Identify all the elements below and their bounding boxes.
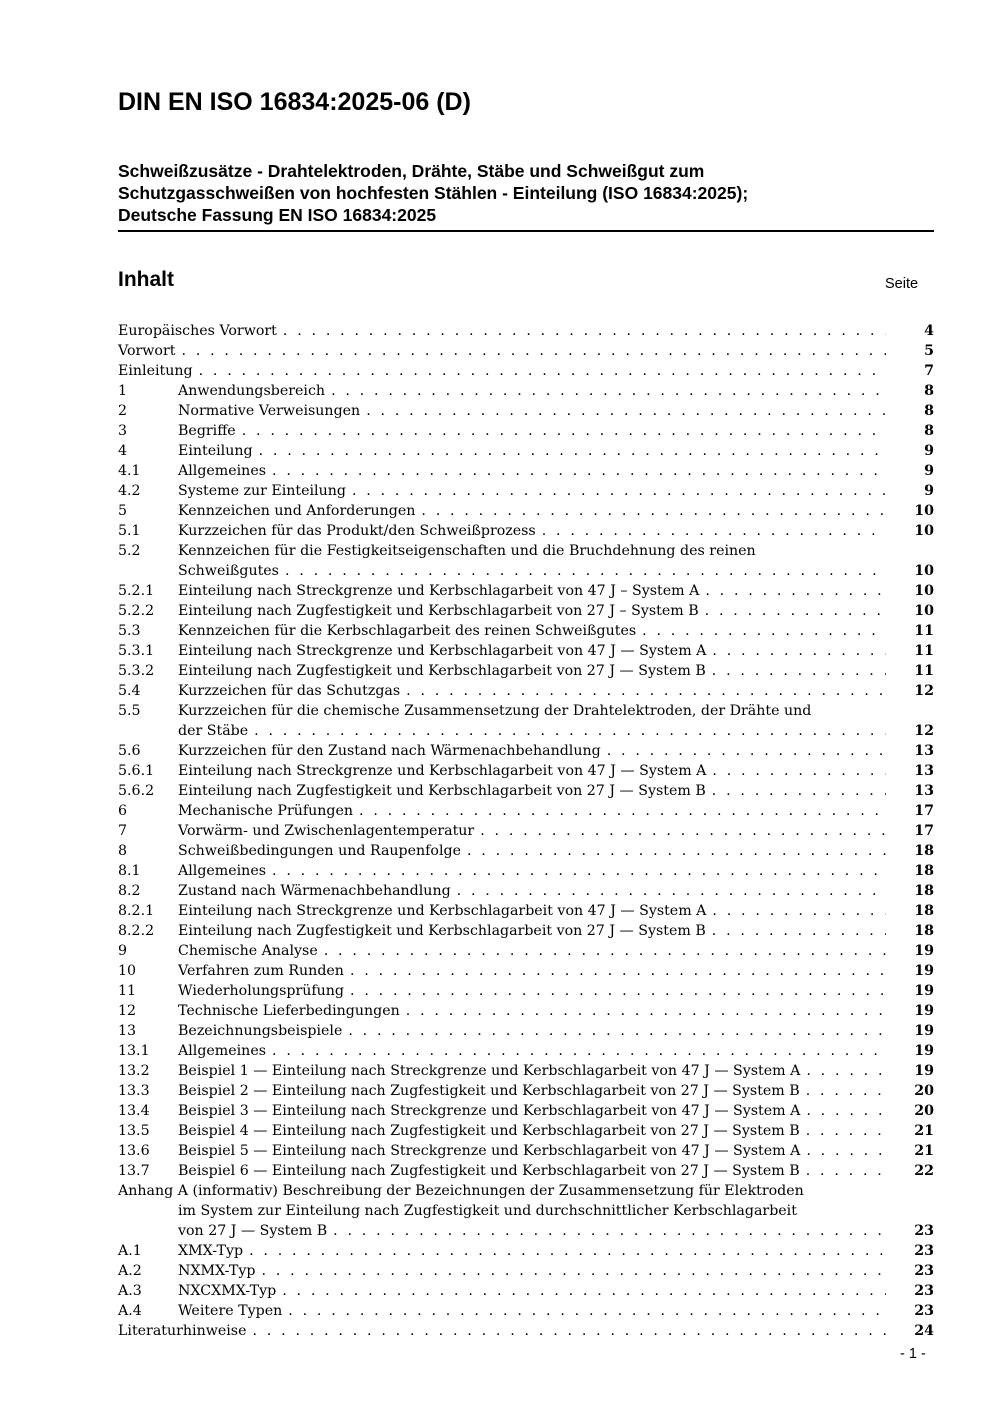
toc-entry-page: 21 (914, 1123, 934, 1139)
toc-dot-leader (255, 1261, 886, 1281)
toc-entry-number: 8.2 (118, 883, 141, 899)
toc-entry-title (178, 441, 934, 461)
toc-dot-leader (699, 601, 886, 621)
toc-entry-page: 19 (914, 943, 934, 959)
toc-entry-page: 20 (914, 1083, 934, 1099)
toc-dot-leader (344, 961, 886, 981)
toc-entry-page: 18 (914, 923, 934, 939)
toc-entry-page: 12 (914, 723, 934, 739)
toc-entry-title (178, 401, 934, 421)
document-title: DIN EN ISO 16834:2025-06 (D) (118, 88, 471, 116)
toc-entry-line: Kurzzeichen für den Zustand nach Wärmenachbehandlung (178, 743, 601, 759)
toc-entry-page: 9 (924, 483, 934, 499)
toc-entry-line: Kennzeichen und Anforderungen (178, 503, 416, 519)
toc-entry-number: 4.2 (118, 483, 141, 499)
toc-dot-leader (277, 321, 886, 341)
toc-dot-leader (415, 501, 886, 521)
toc-entry-line: Schweißbedingungen und Raupenfolge (178, 843, 461, 859)
toc-dot-leader (706, 641, 886, 661)
toc-entry[interactable] (118, 441, 934, 461)
toc-dot-leader (636, 621, 886, 641)
subtitle-line: Schutzgasschweißen von hochfesten Stählen - Einteilung (ISO 16834:2025); (118, 183, 749, 203)
toc-entry-title (178, 1281, 934, 1301)
toc-entry-title (178, 421, 934, 441)
toc-entry[interactable] (118, 541, 934, 581)
toc-entry-number: 5.6 (118, 743, 141, 759)
toc-entry[interactable] (118, 781, 934, 801)
toc-entry-line: Zustand nach Wärmenachbehandlung (178, 883, 451, 899)
toc-entry-title (178, 1121, 934, 1141)
toc-entry-line: NXMX-Typ (178, 1263, 256, 1279)
toc-entry-page: 9 (924, 463, 934, 479)
toc-dot-leader (266, 461, 886, 481)
toc-dot-leader (282, 1301, 886, 1321)
toc-entry-page: 8 (924, 383, 934, 399)
toc-dot-leader (327, 1221, 886, 1241)
toc-entry-title (178, 801, 934, 821)
toc-entry-line: Einteilung nach Streckgrenze und Kerbschlagarbeit von 47 J – System A (178, 583, 700, 599)
toc-entry-number: 13.5 (118, 1123, 150, 1139)
toc-entry[interactable] (118, 901, 934, 921)
toc-entry[interactable] (118, 461, 934, 481)
toc-entry-number: 5.2.2 (118, 603, 155, 619)
toc-dot-leader (706, 921, 886, 941)
toc-entry-title (178, 641, 934, 661)
toc-entry-page: 4 (924, 323, 934, 339)
toc-entry[interactable] (118, 981, 934, 1001)
toc-heading: Inhalt (118, 268, 174, 291)
toc-entry-title (178, 461, 934, 481)
toc-dot-leader (474, 821, 886, 841)
toc-dot-leader (800, 1161, 886, 1181)
toc-entry-line: Chemische Analyse (178, 943, 318, 959)
toc-entry-page: 10 (914, 503, 934, 519)
toc-entry-title (118, 1321, 934, 1341)
toc-entry-number: 5.3 (118, 623, 141, 639)
toc-dot-leader (342, 1021, 886, 1041)
toc-entry-page: 9 (924, 443, 934, 459)
toc-entry-number: 9 (118, 943, 128, 959)
toc-entry-number: 10 (118, 963, 137, 979)
toc-entry-title (178, 861, 934, 881)
table-of-contents (118, 321, 934, 1341)
toc-entry-number: 11 (118, 983, 137, 999)
toc-entry-line: Normative Verweisungen (178, 403, 361, 419)
toc-entry-number: 13.7 (118, 1163, 150, 1179)
toc-entry-line: Begriffe (178, 423, 236, 439)
page-number: - 1 - (900, 1346, 926, 1362)
toc-entry-line: Vorwort (118, 343, 176, 359)
toc-dot-leader (253, 441, 886, 461)
toc-entry[interactable] (118, 1121, 934, 1141)
toc-entry-page: 18 (914, 883, 934, 899)
toc-entry-title (178, 1081, 934, 1101)
toc-entry[interactable] (118, 801, 934, 821)
toc-entry-number: A.2 (118, 1263, 142, 1279)
toc-entry-title (178, 821, 934, 841)
toc-entry[interactable] (118, 481, 934, 501)
toc-dot-leader (800, 1061, 886, 1081)
toc-entry[interactable] (118, 861, 934, 881)
toc-entry-line: Allgemeines (178, 463, 266, 479)
toc-dot-leader (193, 361, 886, 381)
toc-entry[interactable] (118, 381, 934, 401)
toc-entry-line: Einteilung nach Zugfestigkeit und Kerbschlagarbeit von 27 J — System B (178, 783, 706, 799)
toc-entry-page: 10 (914, 563, 934, 579)
toc-entry-line: XMX-Typ (178, 1243, 244, 1259)
toc-entry-line: Kurzzeichen für die chemische Zusammensetzung der Drahtelektroden, der Drähte und (178, 703, 812, 719)
toc-dot-leader (400, 681, 886, 701)
toc-entry-line: Einteilung nach Zugfestigkeit und Kerbschlagarbeit von 27 J – System B (178, 603, 699, 619)
toc-dot-leader (246, 1321, 886, 1341)
toc-entry[interactable] (118, 661, 934, 681)
toc-entry-line: NXCXMX-Typ (178, 1283, 277, 1299)
toc-entry-line: Vorwärm- und Zwischenlagentemperatur (178, 823, 475, 839)
toc-dot-leader (353, 801, 886, 821)
toc-entry[interactable] (118, 1321, 934, 1341)
toc-entry-page: 19 (914, 1023, 934, 1039)
toc-entry[interactable] (118, 1181, 934, 1241)
toc-entry-page: 11 (914, 663, 934, 679)
toc-entry-title (178, 1141, 934, 1161)
toc-entry-line: Einteilung nach Streckgrenze und Kerbschlagarbeit von 47 J — System A (178, 903, 707, 919)
toc-entry-page: 19 (914, 983, 934, 999)
toc-entry-page: 23 (914, 1263, 934, 1279)
toc-entry[interactable] (118, 921, 934, 941)
toc-entry-page: 18 (914, 863, 934, 879)
toc-entry-line: Einteilung nach Zugfestigkeit und Kerbschlagarbeit von 27 J — System B (178, 663, 706, 679)
toc-entry-line: Einteilung (178, 443, 253, 459)
toc-dot-leader (706, 781, 886, 801)
toc-entry[interactable] (118, 501, 934, 521)
toc-entry-number: 8.2.1 (118, 903, 155, 919)
toc-entry[interactable] (118, 961, 934, 981)
toc-entry-line: Anhang A (informativ) Beschreibung der Bezeichnungen der Zusammensetzung für Elektroden (118, 1183, 804, 1199)
toc-entry-line: Einteilung nach Streckgrenze und Kerbschlagarbeit von 47 J — System A (178, 763, 707, 779)
toc-entry-line: Kennzeichen für die Festigkeitseigenschaften und die Bruchdehnung des reinen (178, 543, 756, 559)
toc-entry-title (178, 741, 934, 761)
toc-entry-line: Kurzzeichen für das Produkt/den Schweißprozess (178, 523, 536, 539)
toc-entry[interactable] (118, 1241, 934, 1261)
toc-entry-line: Beispiel 3 — Einteilung nach Streckgrenze und Kerbschlagarbeit von 47 J — System A (178, 1103, 801, 1119)
toc-entry-title (178, 841, 934, 861)
toc-entry-page: 18 (914, 843, 934, 859)
toc-entry-title (178, 481, 934, 501)
toc-entry-number: 13 (118, 1023, 137, 1039)
toc-entry[interactable] (118, 401, 934, 421)
toc-entry-page: 10 (914, 583, 934, 599)
toc-entry-page: 11 (914, 623, 934, 639)
toc-entry-title (178, 661, 934, 681)
toc-entry-number: A.4 (118, 1303, 142, 1319)
toc-entry-line: Wiederholungsprüfung (178, 983, 344, 999)
toc-entry-line: Technische Lieferbedingungen (178, 1003, 400, 1019)
toc-entry-title (178, 701, 934, 741)
toc-entry-number: 4 (118, 443, 128, 459)
toc-page-column-label: Seite (885, 276, 919, 292)
toc-entry-number: 5.3.2 (118, 663, 155, 679)
toc-entry[interactable] (118, 1101, 934, 1121)
toc-dot-leader (266, 861, 886, 881)
toc-entry-number: 13.3 (118, 1083, 150, 1099)
toc-entry-page: 13 (914, 763, 934, 779)
toc-entry-title (178, 501, 934, 521)
toc-dot-leader (276, 1281, 886, 1301)
toc-entry-line: Mechanische Prüfungen (178, 803, 354, 819)
toc-entry[interactable] (118, 361, 934, 381)
toc-entry-line: Kurzzeichen für das Schutzgas (178, 683, 401, 699)
toc-entry-line: von 27 J — System B (178, 1223, 328, 1239)
toc-entry-title (178, 1061, 934, 1081)
toc-entry[interactable] (118, 1061, 934, 1081)
toc-entry-title (178, 941, 934, 961)
toc-entry-page: 10 (914, 603, 934, 619)
toc-entry-title (178, 381, 934, 401)
toc-entry-line: Bezeichnungsbeispiele (178, 1023, 343, 1039)
toc-entry-line: Schweißgutes (178, 563, 279, 579)
toc-entry-page: 24 (914, 1323, 934, 1339)
toc-entry-title (178, 921, 934, 941)
toc-dot-leader (706, 761, 886, 781)
toc-dot-leader (325, 381, 886, 401)
toc-entry[interactable] (118, 321, 934, 341)
toc-entry-line: Beispiel 4 — Einteilung nach Zugfestigkeit und Kerbschlagarbeit von 27 J — System B (178, 1123, 800, 1139)
toc-entry[interactable] (118, 761, 934, 781)
toc-entry-number: 5 (118, 503, 128, 519)
toc-entry[interactable] (118, 1021, 934, 1041)
toc-dot-leader (800, 1081, 886, 1101)
toc-entry-page: 22 (914, 1163, 934, 1179)
toc-entry-title (178, 601, 934, 621)
toc-entry-title (118, 361, 934, 381)
toc-entry-page: 19 (914, 1063, 934, 1079)
toc-entry-title (178, 1101, 934, 1121)
toc-entry[interactable] (118, 1041, 934, 1061)
toc-entry-title (178, 621, 934, 641)
toc-entry-line: Einleitung (118, 363, 193, 379)
toc-dot-leader (318, 941, 886, 961)
toc-entry[interactable] (118, 521, 934, 541)
toc-entry[interactable] (118, 941, 934, 961)
toc-entry-page: 19 (914, 1003, 934, 1019)
toc-dot-leader (706, 901, 886, 921)
toc-entry[interactable] (118, 1141, 934, 1161)
toc-entry-page: 20 (914, 1103, 934, 1119)
toc-dot-leader (266, 1041, 886, 1061)
toc-entry-number: 13.4 (118, 1103, 150, 1119)
toc-entry[interactable] (118, 421, 934, 441)
toc-entry-number: 5.2.1 (118, 583, 155, 599)
toc-entry-line: Kennzeichen für die Kerbschlagarbeit des reinen Schweißgutes (178, 623, 637, 639)
toc-entry-line: Literaturhinweise (118, 1323, 247, 1339)
toc-entry-page: 17 (914, 823, 934, 839)
toc-entry-number: 8.2.2 (118, 923, 155, 939)
toc-entry[interactable] (118, 1081, 934, 1101)
toc-entry-number: 5.6.2 (118, 783, 155, 799)
toc-entry[interactable] (118, 341, 934, 361)
toc-entry-page: 23 (914, 1223, 934, 1239)
toc-dot-leader (360, 401, 886, 421)
toc-dot-leader (344, 981, 886, 1001)
toc-entry-title (118, 341, 934, 361)
toc-entry-line: Weitere Typen (178, 1303, 283, 1319)
toc-entry-title (178, 541, 934, 581)
toc-entry-page: 19 (914, 1043, 934, 1059)
toc-entry[interactable] (118, 641, 934, 661)
toc-entry-title (178, 1001, 934, 1021)
toc-entry-line: Europäisches Vorwort (118, 323, 277, 339)
toc-entry-page: 23 (914, 1283, 934, 1299)
toc-entry-number: 5.5 (118, 703, 141, 719)
toc-entry[interactable] (118, 1161, 934, 1181)
toc-entry-line: Einteilung nach Zugfestigkeit und Kerbschlagarbeit von 27 J — System B (178, 923, 706, 939)
toc-dot-leader (236, 421, 886, 441)
toc-entry-number: A.1 (118, 1243, 142, 1259)
toc-dot-leader (248, 721, 886, 741)
toc-entry-line: Allgemeines (178, 1043, 266, 1059)
toc-entry-page: 11 (914, 643, 934, 659)
toc-entry-number: 8.1 (118, 863, 141, 879)
toc-entry-line: Systeme zur Einteilung (178, 483, 346, 499)
toc-entry-number: 8 (118, 843, 128, 859)
toc-entry[interactable] (118, 1261, 934, 1281)
toc-dot-leader (601, 741, 886, 761)
toc-entry-number: 7 (118, 823, 128, 839)
toc-entry-line: Anwendungsbereich (178, 383, 326, 399)
toc-dot-leader (699, 581, 886, 601)
toc-entry-title (178, 1021, 934, 1041)
toc-entry-line: Beispiel 2 — Einteilung nach Zugfestigkeit und Kerbschlagarbeit von 27 J — System B (178, 1083, 800, 1099)
toc-entry-page: 19 (914, 963, 934, 979)
toc-entry-number: 5.2 (118, 543, 141, 559)
toc-entry[interactable] (118, 621, 934, 641)
toc-entry[interactable] (118, 741, 934, 761)
toc-entry-title (178, 1261, 934, 1281)
toc-entry-page: 8 (924, 403, 934, 419)
toc-entry-number: 12 (118, 1003, 137, 1019)
toc-entry-page: 17 (914, 803, 934, 819)
toc-entry-title (178, 981, 934, 1001)
toc-entry-page: 23 (914, 1303, 934, 1319)
toc-entry-number: 1 (118, 383, 128, 399)
toc-entry-number: A.3 (118, 1283, 142, 1299)
toc-entry-title (178, 761, 934, 781)
toc-entry-title (178, 1301, 934, 1321)
toc-entry-number: 3 (118, 423, 128, 439)
toc-dot-leader (243, 1241, 886, 1261)
toc-entry-page: 12 (914, 683, 934, 699)
toc-dot-leader (461, 841, 886, 861)
toc-entry-line: der Stäbe (178, 723, 249, 739)
toc-entry-title (178, 681, 934, 701)
toc-dot-leader (536, 521, 886, 541)
toc-entry[interactable] (118, 821, 934, 841)
toc-entry-number: 5.1 (118, 523, 141, 539)
toc-dot-leader (346, 481, 886, 501)
toc-entry[interactable] (118, 881, 934, 901)
toc-entry-number: 13.1 (118, 1043, 150, 1059)
toc-entry-title (178, 961, 934, 981)
toc-entry-title (178, 581, 934, 601)
toc-dot-leader (175, 341, 886, 361)
toc-entry-line: Verfahren zum Runden (178, 963, 344, 979)
toc-entry-number: 5.4 (118, 683, 141, 699)
toc-dot-leader (706, 661, 886, 681)
toc-dot-leader (800, 1121, 886, 1141)
subtitle-line: Schweißzusätze - Drahtelektroden, Drähte, Stäbe und Schweißgut zum (118, 161, 705, 181)
toc-entry-line: Einteilung nach Streckgrenze und Kerbschlagarbeit von 47 J — System A (178, 643, 707, 659)
toc-entry[interactable] (118, 1301, 934, 1321)
toc-entry-number: 4.1 (118, 463, 141, 479)
toc-entry[interactable] (118, 1001, 934, 1021)
toc-entry-number: 13.2 (118, 1063, 150, 1079)
toc-entry-line: Beispiel 5 — Einteilung nach Streckgrenze und Kerbschlagarbeit von 47 J — System A (178, 1143, 801, 1159)
toc-dot-leader (800, 1101, 886, 1121)
toc-entry-title (178, 1161, 934, 1181)
toc-dot-leader (279, 561, 886, 581)
toc-entry-line: Beispiel 1 — Einteilung nach Streckgrenze und Kerbschlagarbeit von 47 J — System A (178, 1063, 801, 1079)
toc-entry-number: 2 (118, 403, 128, 419)
toc-entry-title (178, 781, 934, 801)
toc-dot-leader (451, 881, 886, 901)
toc-entry-title (178, 881, 934, 901)
toc-entry-title (118, 321, 934, 341)
toc-entry-title (178, 521, 934, 541)
toc-entry[interactable] (118, 681, 934, 701)
toc-entry-number: 5.3.1 (118, 643, 155, 659)
subtitle-line: Deutsche Fassung EN ISO 16834:2025 (118, 205, 437, 225)
document-subtitle (118, 160, 934, 232)
toc-entry-page: 23 (914, 1243, 934, 1259)
toc-entry-page: 7 (924, 363, 934, 379)
toc-entry-number: 5.6.1 (118, 763, 155, 779)
toc-entry[interactable] (118, 581, 934, 601)
toc-dot-leader (800, 1141, 886, 1161)
toc-entry-page: 10 (914, 523, 934, 539)
toc-entry-line: Allgemeines (178, 863, 266, 879)
toc-entry-title (178, 1241, 934, 1261)
toc-entry-line: Beispiel 6 — Einteilung nach Zugfestigkeit und Kerbschlagarbeit von 27 J — System B (178, 1163, 800, 1179)
toc-entry-page: 13 (914, 783, 934, 799)
toc-entry[interactable] (118, 1281, 934, 1301)
toc-entry-title (178, 1041, 934, 1061)
toc-entry[interactable] (118, 701, 934, 741)
toc-entry-page: 21 (914, 1143, 934, 1159)
toc-entry-page: 18 (914, 903, 934, 919)
toc-entry-line: im System zur Einteilung nach Zugfestigkeit und durchschnittlicher Kerbschlagarbeit (178, 1203, 797, 1219)
toc-entry-page: 13 (914, 743, 934, 759)
toc-dot-leader (400, 1001, 886, 1021)
toc-entry-title (178, 901, 934, 921)
toc-entry-number: 13.6 (118, 1143, 150, 1159)
toc-entry-page: 5 (924, 343, 934, 359)
toc-entry[interactable] (118, 841, 934, 861)
toc-entry-number: 6 (118, 803, 128, 819)
toc-entry-page: 8 (924, 423, 934, 439)
toc-entry[interactable] (118, 601, 934, 621)
